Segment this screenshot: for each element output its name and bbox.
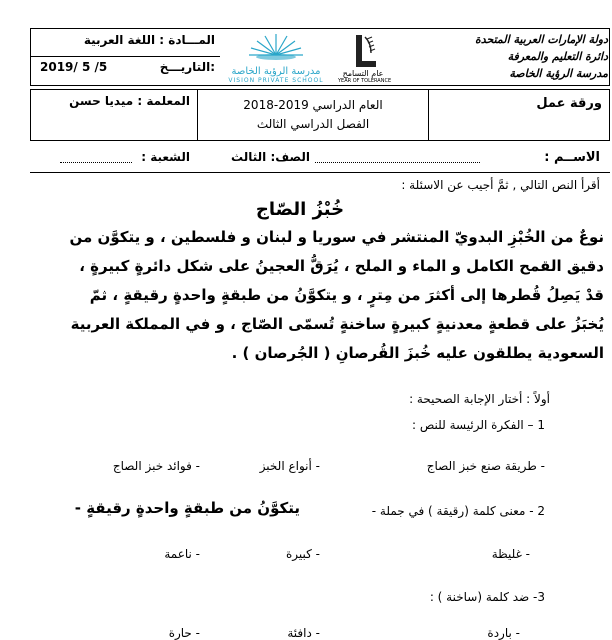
student-name-label: الاســم : — [544, 150, 600, 165]
info-divider-right — [428, 89, 429, 141]
subject-label: المـــادة : اللغة العربية — [83, 33, 215, 47]
authority-line-3: مدرسة الرؤية الخاصة — [509, 67, 608, 80]
tolerance-logo — [338, 31, 392, 85]
q2-prompt: 2 - معنى كلمة (رقيقة ) في جملة - — [371, 504, 545, 518]
academic-year: العام الدراسي 2019-2018 — [243, 98, 383, 112]
authority-line-2: دائرة التعليم والمعرفة — [507, 50, 608, 63]
student-name-input[interactable] — [315, 162, 480, 163]
q1-option[interactable]: - أنواع الخبز — [259, 459, 320, 473]
passage-title: خُبْزُ الصّاج — [255, 199, 345, 220]
q2-option[interactable]: - ناعمة — [164, 547, 200, 561]
q3-option[interactable]: - دافئة — [287, 626, 320, 640]
q1-option[interactable]: - طريقة صنع خبز الصاج — [426, 459, 545, 473]
date-label: التاريـــخ: — [159, 60, 215, 74]
teacher-name: المعلمة : ميديا حسن — [69, 94, 190, 108]
date-value: 2019/ 5 /5 — [40, 60, 108, 74]
questions-section-title: أولاً : أختار الإجابة الصحيحة : — [409, 392, 550, 406]
section-label: الشعبة : — [141, 150, 190, 164]
passage-line: السعودية يطلقون عليه خُبزَ القُرصانِ ( الجُرصان ) . — [231, 344, 604, 362]
year-of-tolerance-logo-icon — [338, 31, 388, 69]
q2-option[interactable]: - كبيرة — [285, 547, 320, 561]
tolerance-caption-ar: عام التسامح — [342, 69, 384, 78]
tolerance-caption-en: YEAR OF TOLERANCE — [338, 78, 392, 84]
worksheet-title: ورقة عمل — [536, 96, 602, 111]
q2-quote: يتكوَّنُ من طبقةٍ واحدةٍ رقيقةٍ - — [74, 499, 300, 517]
term-label: الفصل الدراسي الثالث — [256, 117, 370, 131]
passage-instruction: أقرأ النص التالي , ثمَّ أجيب عن الاسئلة : — [401, 178, 600, 192]
student-row-divider — [30, 172, 610, 173]
passage-line: يُخبَزُ على قطعةٍ معدنيةٍ كبيرةٍ ساخنةٍ تُسمّى الصّاج ، و في المملكة العربية — [70, 315, 604, 333]
q2-option[interactable]: - غليظة — [491, 547, 530, 561]
q3-option[interactable]: - حارة — [168, 626, 200, 640]
grade-label: الصف: الثالث — [231, 150, 310, 164]
school-logo — [220, 31, 332, 85]
q1-prompt: 1 – الفكرة الرئيسة للنص : — [411, 418, 545, 432]
q1-option[interactable]: - فوائد خبز الصاج — [112, 459, 200, 473]
logo-school-name-ar: مدرسة الرؤية الخاصة — [231, 66, 321, 77]
header-divider — [30, 56, 220, 57]
info-divider-left — [197, 89, 198, 141]
logo-school-name-en: VISION PRIVATE SCHOOL — [228, 77, 324, 84]
authority-line-1: دولة الإمارات العربية المتحدة — [474, 33, 608, 46]
q3-option[interactable]: - باردة — [487, 626, 520, 640]
passage-line: قدْ يَصِلُ قُطرها إلى أكثرَ من مِترٍ ، و يتكوَّنُ من طبقةٍ واحدةٍ رقيقةٍ ، ثمّ — [89, 286, 604, 304]
section-input[interactable] — [60, 162, 132, 163]
passage-line: دقيق القمح الكامل و الماء و الملح ، يُرَقُّ العجينُ على شكل دائرةٍ كبيرةٍ ، — [79, 257, 604, 275]
passage-line: نوعٌ من الخُبْزِ البدويّ المنتشر في سوريا و لبنان و فلسطين ، و يتكوَّن من — [69, 228, 604, 246]
q3-prompt: 3- ضد كلمة (ساخنة ) : — [429, 590, 545, 604]
